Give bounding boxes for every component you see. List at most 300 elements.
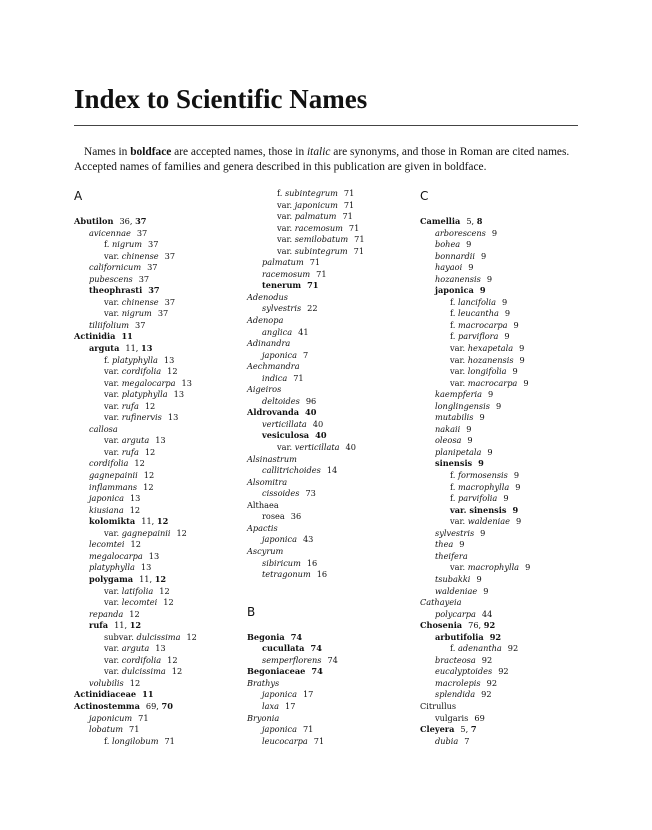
index-entry bbox=[420, 632, 530, 644]
taxon-name: arguta bbox=[121, 643, 150, 654]
taxon-name: Aigeiros bbox=[247, 384, 282, 395]
page-refs bbox=[305, 488, 315, 498]
page-number: 9 bbox=[525, 562, 531, 573]
taxon-name: japonica bbox=[262, 689, 297, 700]
taxon-name: racemosum bbox=[294, 222, 343, 233]
page-number: 71 bbox=[302, 724, 314, 735]
page-number-bold: 11 bbox=[142, 689, 154, 700]
index-entry bbox=[247, 280, 365, 292]
taxon-name: inflammans bbox=[89, 481, 138, 492]
taxon-name: theifera bbox=[435, 550, 468, 561]
taxon-name: rufa bbox=[89, 620, 109, 631]
taxon-name: oleosa bbox=[435, 435, 462, 446]
index-entry bbox=[74, 216, 197, 228]
taxon-name: Actinostemma bbox=[74, 700, 140, 711]
index-entry bbox=[74, 470, 197, 482]
index-entry bbox=[247, 523, 365, 535]
index-entry bbox=[74, 574, 197, 586]
index-entry bbox=[74, 516, 197, 528]
taxon-name: theophrasti bbox=[89, 285, 143, 296]
page-number: 9 bbox=[476, 573, 482, 584]
taxon-name: volubilis bbox=[89, 677, 124, 688]
page-number-bold: 12 bbox=[154, 573, 167, 584]
page-refs bbox=[504, 331, 509, 341]
index-entry bbox=[247, 713, 365, 725]
taxon-name: tenerum bbox=[262, 280, 302, 291]
page-refs bbox=[155, 435, 165, 445]
rank-label: var. bbox=[104, 400, 122, 411]
index-entry bbox=[74, 666, 197, 678]
taxon-name: sylvestris bbox=[435, 527, 475, 538]
page-number: 5, bbox=[460, 724, 471, 735]
page-refs bbox=[513, 505, 519, 515]
page-refs bbox=[468, 620, 495, 630]
page-number: 12 bbox=[176, 527, 187, 538]
page-refs bbox=[130, 493, 140, 503]
page-number: 9 bbox=[504, 308, 511, 319]
index-entry bbox=[74, 701, 197, 713]
page-refs bbox=[148, 285, 159, 295]
page-number: 9 bbox=[466, 423, 472, 434]
page-number: 36, bbox=[119, 216, 136, 226]
index-entry bbox=[420, 447, 530, 459]
index-entry bbox=[420, 435, 530, 447]
rank-label: var. bbox=[104, 308, 122, 319]
page-number: 92 bbox=[481, 689, 492, 700]
taxon-name: cordifolia bbox=[121, 654, 162, 665]
page-refs bbox=[305, 407, 316, 417]
rank-label: var. bbox=[104, 435, 122, 446]
page-number: 40 bbox=[312, 418, 324, 429]
page-number: 37 bbox=[147, 262, 158, 273]
page-refs bbox=[168, 412, 178, 422]
page-refs bbox=[502, 297, 507, 307]
index-entry bbox=[420, 597, 530, 609]
rank-label: var. bbox=[277, 442, 295, 453]
rank-label: subvar. bbox=[104, 631, 137, 642]
page-number: 9 bbox=[480, 527, 486, 538]
index-entry bbox=[74, 713, 197, 725]
page-refs bbox=[476, 574, 481, 584]
page-number: 71 bbox=[353, 245, 365, 256]
page-number: 12 bbox=[134, 458, 145, 469]
taxon-name: arguta bbox=[89, 343, 120, 354]
page-refs bbox=[298, 327, 308, 337]
page-number-bold: 13 bbox=[141, 343, 153, 354]
taxon-name: subintegrum bbox=[294, 245, 348, 256]
page-refs bbox=[129, 724, 139, 734]
taxon-name: longlingensis bbox=[435, 400, 490, 411]
index-entry bbox=[420, 551, 530, 563]
index-entry bbox=[247, 736, 365, 748]
page-number: 37 bbox=[136, 227, 148, 238]
page-number: 9 bbox=[513, 319, 519, 330]
index-entry bbox=[74, 724, 197, 736]
index-entry bbox=[420, 539, 530, 551]
page-refs bbox=[176, 528, 186, 538]
index-entry bbox=[420, 609, 530, 621]
index-entry bbox=[74, 493, 197, 505]
page-number: 12 bbox=[129, 608, 140, 619]
taxon-name: sinensis bbox=[435, 458, 473, 469]
taxon-name: sibiricum bbox=[262, 557, 301, 568]
page-refs bbox=[460, 724, 476, 734]
rank-label: f. bbox=[104, 735, 112, 746]
page-refs bbox=[490, 632, 501, 642]
page-refs bbox=[146, 701, 173, 711]
page-number: 9 bbox=[486, 273, 493, 284]
page-refs bbox=[346, 442, 356, 452]
index-entry bbox=[247, 419, 365, 431]
page-number: 69, bbox=[145, 700, 162, 711]
index-entry bbox=[420, 505, 530, 517]
index-entry bbox=[420, 713, 530, 725]
intro-paragraph bbox=[74, 145, 580, 175]
page-refs bbox=[315, 430, 326, 440]
index-column-3 bbox=[420, 188, 530, 747]
page-refs bbox=[141, 516, 168, 526]
index-entry bbox=[247, 350, 365, 362]
page-refs bbox=[327, 655, 337, 665]
taxon-name: subintegrum bbox=[284, 188, 338, 198]
page-number: 9 bbox=[515, 481, 521, 492]
index-entry bbox=[74, 586, 197, 598]
page-refs bbox=[164, 355, 174, 365]
index-entry bbox=[74, 297, 197, 309]
page-number: 13 bbox=[163, 354, 175, 365]
taxon-name: megalocarpa bbox=[89, 550, 143, 561]
taxon-name: formosensis bbox=[457, 470, 508, 481]
page-number-bold: 74 bbox=[311, 666, 323, 677]
page-number: 37 bbox=[164, 296, 176, 307]
taxon-name: anglica bbox=[262, 326, 293, 337]
taxon-name: hozanensis bbox=[435, 273, 481, 284]
index-entry bbox=[247, 546, 365, 558]
taxon-name: latifolia bbox=[121, 585, 154, 596]
index-entry bbox=[420, 228, 530, 240]
page-number: 9 bbox=[504, 331, 510, 342]
page-number: 71 bbox=[316, 268, 327, 279]
page-refs bbox=[523, 378, 528, 388]
taxon-name: palmatum bbox=[262, 257, 304, 268]
taxon-name: avicennae bbox=[89, 227, 131, 238]
page-refs bbox=[293, 373, 303, 383]
taxon-name: dulcissima bbox=[121, 666, 166, 677]
taxon-name: lecomtei bbox=[89, 539, 125, 550]
page-refs bbox=[139, 274, 149, 284]
index-entry bbox=[74, 632, 197, 644]
title-rule bbox=[74, 125, 578, 126]
page-refs bbox=[149, 551, 159, 561]
page-number-bold: 92 bbox=[483, 620, 496, 631]
intro-text-2: are accepted names, those in bbox=[171, 146, 308, 158]
page-number-bold: 92 bbox=[489, 631, 502, 642]
rank-label: var. bbox=[104, 389, 122, 400]
taxon-name: chinense bbox=[121, 296, 159, 307]
page-refs bbox=[508, 643, 518, 653]
page-refs bbox=[483, 586, 488, 596]
page-refs bbox=[121, 331, 132, 341]
taxon-name: platyphylla bbox=[121, 389, 168, 400]
taxon-name: callitrichoides bbox=[262, 465, 321, 476]
index-entry bbox=[247, 666, 365, 678]
taxon-name: nigrum bbox=[111, 239, 143, 250]
page-number-bold: 37 bbox=[148, 285, 160, 296]
taxon-name: japonica bbox=[89, 493, 124, 504]
rank-label: var. bbox=[450, 354, 468, 365]
page-number: 9 bbox=[487, 389, 494, 400]
index-entry bbox=[247, 373, 365, 385]
page-number: 12 bbox=[167, 654, 178, 665]
page-number: 71 bbox=[293, 372, 304, 383]
index-entry bbox=[74, 274, 197, 286]
taxon-name: sylvestris bbox=[262, 303, 302, 314]
page-refs bbox=[138, 713, 148, 723]
index-entry bbox=[74, 539, 197, 551]
index-entry bbox=[420, 389, 530, 401]
page-number: 71 bbox=[313, 735, 325, 746]
page-refs bbox=[496, 401, 501, 411]
page-refs bbox=[144, 470, 154, 480]
page-refs bbox=[141, 562, 151, 572]
taxon-name: repanda bbox=[89, 608, 124, 619]
index-entry bbox=[247, 454, 365, 466]
index-entry bbox=[247, 558, 365, 570]
page-refs bbox=[303, 534, 313, 544]
page-number: 13 bbox=[155, 435, 166, 446]
page-number: 41 bbox=[298, 326, 309, 337]
page-refs bbox=[134, 458, 144, 468]
taxon-name: vesiculosa bbox=[262, 430, 310, 441]
page-refs bbox=[139, 574, 166, 584]
index-entry bbox=[420, 239, 530, 251]
index-entry bbox=[74, 308, 197, 320]
page-number: 13 bbox=[173, 389, 185, 400]
page-refs bbox=[488, 389, 493, 399]
index-entry bbox=[420, 366, 530, 378]
index-entry bbox=[247, 643, 365, 655]
index-entry bbox=[74, 562, 197, 574]
page-refs bbox=[354, 234, 364, 244]
index-entry bbox=[420, 355, 530, 367]
page-number: 11, bbox=[141, 516, 157, 527]
taxon-name: Citrullus bbox=[420, 700, 457, 711]
page-number: 22 bbox=[307, 303, 318, 314]
page-number: 71 bbox=[164, 735, 175, 746]
page-number: 43 bbox=[302, 534, 314, 545]
page-number: 5, bbox=[466, 216, 477, 226]
page-number: 37 bbox=[148, 239, 159, 250]
page-number: 12 bbox=[163, 597, 174, 608]
page-refs bbox=[291, 632, 302, 642]
index-entry bbox=[420, 274, 530, 286]
taxon-name: dubia bbox=[435, 735, 459, 746]
page-number: 37 bbox=[138, 273, 150, 284]
index-entry bbox=[247, 211, 365, 223]
taxon-name: arborescens bbox=[435, 227, 486, 238]
index-entry bbox=[420, 516, 530, 528]
taxon-name: rufinervis bbox=[121, 412, 162, 423]
rank-label: var. bbox=[277, 245, 295, 256]
index-entry bbox=[247, 200, 365, 212]
taxon-name: Adinandra bbox=[247, 338, 291, 349]
page-number: 36 bbox=[290, 511, 302, 522]
taxon-name: deltoides bbox=[262, 395, 300, 406]
intro-text-3: are synonyms, and those in Roman are cited names. Accepted names of families and genera described in this publication are given in boldface. bbox=[74, 146, 570, 173]
taxon-name: laxa bbox=[262, 700, 279, 711]
page-refs bbox=[130, 505, 140, 515]
page-number: 16 bbox=[306, 557, 318, 568]
rank-label: var. bbox=[104, 643, 122, 654]
page-number: 37 bbox=[164, 250, 176, 261]
page-number: 11, bbox=[125, 343, 142, 354]
index-entry bbox=[74, 366, 197, 378]
page-number: 74 bbox=[327, 654, 338, 665]
page-refs bbox=[317, 569, 327, 579]
index-entry bbox=[247, 500, 365, 512]
index-entry bbox=[420, 251, 530, 263]
page-number-bold: 12 bbox=[156, 516, 169, 527]
taxon-name: platyphylla bbox=[89, 562, 135, 573]
page-refs bbox=[492, 228, 497, 238]
page-refs bbox=[505, 308, 510, 318]
index-entry bbox=[247, 246, 365, 258]
taxon-name: chinense bbox=[121, 250, 159, 261]
page-number: 9 bbox=[481, 250, 487, 261]
index-entry bbox=[247, 223, 365, 235]
page-number: 12 bbox=[167, 366, 178, 377]
page-refs bbox=[520, 355, 525, 365]
taxon-name: longifolia bbox=[467, 366, 507, 377]
page-refs bbox=[130, 678, 140, 688]
page-number-bold: 12 bbox=[129, 620, 142, 631]
index-entry bbox=[420, 285, 530, 297]
taxon-name: japonicum bbox=[294, 199, 338, 210]
page-refs bbox=[310, 257, 320, 267]
taxon-name: Alsomitra bbox=[247, 476, 288, 487]
page-number: 40 bbox=[345, 442, 356, 453]
page-refs bbox=[344, 200, 354, 210]
rank-label: f. bbox=[450, 296, 458, 307]
index-entry bbox=[247, 477, 365, 489]
index-entry bbox=[247, 632, 365, 644]
rank-label: var. bbox=[104, 250, 122, 261]
taxon-name: Althaea bbox=[247, 499, 279, 510]
taxon-name: Begoniaceae bbox=[247, 666, 306, 677]
taxon-name: Cathayeia bbox=[420, 597, 462, 608]
index-entry bbox=[74, 378, 197, 390]
page-refs bbox=[164, 736, 174, 746]
taxon-name: Actinidiaceae bbox=[74, 689, 137, 700]
index-entry bbox=[247, 396, 365, 408]
taxon-name: cucullata bbox=[262, 643, 305, 654]
page-number-bold: 9 bbox=[478, 458, 484, 469]
index-entry bbox=[420, 343, 530, 355]
page-refs bbox=[303, 724, 313, 734]
taxon-name: adenantha bbox=[457, 643, 502, 654]
taxon-name: bracteosa bbox=[435, 654, 476, 665]
index-entry bbox=[247, 724, 365, 736]
rank-label: var. bbox=[104, 527, 122, 538]
taxon-name: hexapetala bbox=[467, 343, 514, 354]
page-refs bbox=[114, 620, 141, 630]
index-entry bbox=[420, 701, 530, 713]
page-refs bbox=[474, 713, 484, 723]
taxon-name: Adenopa bbox=[247, 315, 284, 326]
page-number: 9 bbox=[495, 400, 502, 411]
rank-label: f. bbox=[450, 308, 458, 319]
page-refs bbox=[464, 736, 469, 746]
taxon-name: lobatum bbox=[89, 724, 123, 735]
taxon-name: lancifolia bbox=[457, 296, 497, 307]
page-number-bold: 9 bbox=[479, 285, 486, 296]
page-refs bbox=[487, 678, 497, 688]
taxon-name: longilobum bbox=[111, 735, 159, 746]
page-refs bbox=[303, 689, 313, 699]
index-entry bbox=[247, 442, 365, 454]
index-entry bbox=[74, 331, 197, 343]
index-entry bbox=[74, 620, 197, 632]
taxon-name: arguta bbox=[121, 435, 150, 446]
page-refs bbox=[143, 482, 153, 492]
taxon-name: platyphylla bbox=[111, 354, 158, 365]
page-number: 37 bbox=[157, 308, 169, 319]
taxon-name: callosa bbox=[89, 423, 118, 434]
page-refs bbox=[481, 251, 486, 261]
rank-label: var. bbox=[450, 516, 468, 527]
page-refs bbox=[354, 246, 364, 256]
index-entry bbox=[247, 188, 365, 200]
taxon-name: megalocarpa bbox=[121, 377, 176, 388]
page-refs bbox=[487, 274, 492, 284]
page-number-bold: 70 bbox=[161, 700, 173, 711]
taxon-name: macrolepis bbox=[435, 677, 481, 688]
intro-text-1: Names in bbox=[84, 146, 131, 158]
rank-label: var. bbox=[450, 366, 468, 377]
taxon-name: Adenodus bbox=[247, 291, 288, 302]
page-number: 9 bbox=[479, 412, 485, 423]
index-entry bbox=[247, 430, 365, 442]
taxon-name: nigrum bbox=[121, 308, 152, 319]
page-number: 96 bbox=[305, 395, 317, 406]
taxon-name: polygama bbox=[89, 573, 134, 584]
index-entry bbox=[247, 655, 365, 667]
index-entry bbox=[420, 458, 530, 470]
page-refs bbox=[482, 609, 492, 619]
page-number: 9 bbox=[491, 227, 498, 238]
page-refs bbox=[514, 320, 519, 330]
page-refs bbox=[342, 211, 352, 221]
rank-label: var. bbox=[104, 366, 122, 377]
index-entry bbox=[74, 401, 197, 413]
index-entry bbox=[74, 458, 197, 470]
page-refs bbox=[135, 320, 145, 330]
index-entry bbox=[420, 620, 530, 632]
taxon-name: bonnardii bbox=[435, 250, 475, 261]
page-refs bbox=[519, 343, 524, 353]
page-number-bold: 74 bbox=[310, 643, 322, 654]
page-number: 12 bbox=[129, 677, 141, 688]
page-number: 73 bbox=[305, 488, 316, 499]
page-number: 9 bbox=[466, 239, 472, 250]
page-number: 92 bbox=[486, 677, 498, 688]
taxon-name: parvifolia bbox=[457, 493, 498, 504]
taxon-name: parviflora bbox=[457, 331, 499, 342]
page-number: 71 bbox=[129, 724, 140, 735]
index-entry bbox=[420, 470, 530, 482]
taxon-name: semilobatum bbox=[294, 234, 349, 245]
page-number: 11, bbox=[114, 620, 130, 631]
